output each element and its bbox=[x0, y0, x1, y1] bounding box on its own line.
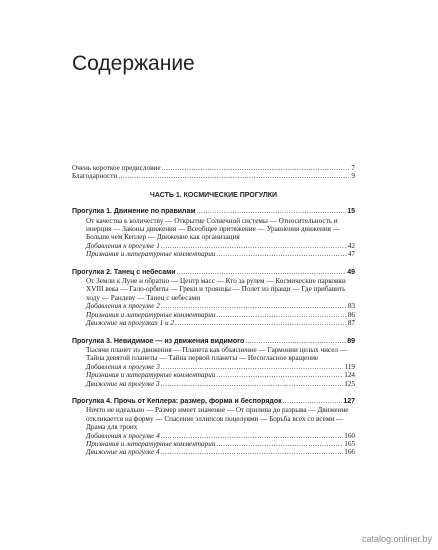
toc-entry-title: Признания и литературные комментарии bbox=[86, 310, 216, 319]
description-row bbox=[86, 346, 355, 363]
toc-subentry[interactable] bbox=[72, 302, 355, 310]
dot-leader bbox=[175, 319, 347, 327]
toc-subentry[interactable] bbox=[72, 448, 355, 456]
front-matter bbox=[72, 164, 355, 181]
dot-leader bbox=[283, 397, 343, 406]
dot-leader bbox=[162, 164, 351, 172]
walk-title-entry[interactable] bbox=[72, 337, 355, 346]
description-text: Ничто не идеально — Размер имеет значение — От прилива до разрыва — Движение откликается на форму — Спасение эллипсов поцелуями — Борьба всех со всеми — Драма для троих bbox=[86, 406, 349, 432]
walk-description bbox=[72, 346, 355, 363]
toc-subentry[interactable] bbox=[72, 319, 355, 327]
dot-leader bbox=[161, 380, 344, 388]
page-number: 47 bbox=[347, 250, 355, 259]
page-number: 166 bbox=[344, 448, 355, 457]
toc-entry-title: Прогулка 4. Прочь от Кеплера: размер, форма и беспорядок bbox=[72, 397, 282, 405]
toc-subentry[interactable] bbox=[72, 371, 355, 379]
dot-leader bbox=[216, 311, 346, 319]
toc-entry-title: Движение на прогулке 4 bbox=[86, 448, 160, 457]
toc-entry-title: Движение на прогулке 3 bbox=[86, 379, 160, 388]
toc-entry-title: Добавления к прогулке 3 bbox=[86, 362, 160, 371]
toc-entry-title: Прогулка 2. Танец с небесами bbox=[72, 268, 176, 276]
page-number: 15 bbox=[347, 208, 355, 216]
walk-title-entry[interactable] bbox=[72, 207, 355, 216]
walks-list bbox=[72, 207, 355, 457]
toc-entry-title: Признания и литературные комментарии bbox=[86, 250, 216, 259]
dot-leader bbox=[197, 207, 347, 216]
toc-entry-title: Добавления к прогулке 4 bbox=[86, 431, 160, 440]
page-number: 87 bbox=[347, 319, 355, 328]
page-number: 49 bbox=[347, 268, 355, 276]
page-number: 127 bbox=[343, 397, 355, 405]
dot-leader bbox=[216, 371, 343, 379]
walk-section bbox=[72, 268, 355, 328]
page-number: 160 bbox=[344, 431, 355, 440]
walk-section bbox=[72, 207, 355, 258]
description-text: Тысячи планет из движения — Планета как объяснение — Гармонии целых чисел — Тайна девятой планеты — Тайна первой планеты — Несогласное вращение bbox=[86, 345, 347, 363]
walk-description bbox=[72, 277, 355, 302]
toc-entry[interactable] bbox=[72, 172, 355, 180]
toc-subentry[interactable] bbox=[72, 432, 355, 440]
page-number: 89 bbox=[347, 337, 355, 345]
watermark: catalog.onliner.by bbox=[361, 534, 432, 544]
dot-leader bbox=[161, 432, 343, 440]
toc-subentry[interactable] bbox=[72, 311, 355, 319]
toc-entry-title: Прогулка 3. Невидимое — из движения видимого bbox=[72, 337, 245, 345]
toc-entry-title: Очень короткое предисловие bbox=[72, 164, 161, 172]
page-number: 124 bbox=[344, 371, 355, 380]
toc-entry-title: Добавления к прогулке 2 bbox=[86, 302, 160, 311]
description-text: От качества к количеству — Открытие Солнечной системы — Относительность и инерция — Законы движения — Всеобщее притяжение — Уравнения движения — Больше чем Кеплер — Движение как организация bbox=[86, 216, 340, 242]
page-number: 42 bbox=[347, 241, 355, 250]
toc-entry-title: Добавления к прогулке 1 bbox=[86, 241, 160, 250]
walk-description bbox=[72, 217, 355, 242]
dot-leader bbox=[216, 440, 343, 448]
toc-entry-title: Движение на прогулках 1 и 2 bbox=[86, 319, 175, 328]
walk-section bbox=[72, 397, 355, 457]
toc-entry-title: Благодарности bbox=[72, 172, 118, 181]
page-number: 125 bbox=[344, 379, 355, 388]
page-number: 86 bbox=[347, 310, 355, 319]
walk-description bbox=[72, 406, 355, 431]
description-row bbox=[86, 277, 355, 302]
toc-entry-title: Признания и литературные комментарии bbox=[86, 371, 216, 380]
description-row bbox=[86, 217, 355, 242]
page-title: Содержание bbox=[72, 52, 195, 75]
walk-title-entry[interactable] bbox=[72, 397, 355, 406]
toc-entry-title: Признания и литературные комментарии bbox=[86, 439, 216, 448]
part-title: ЧАСТЬ 1. КОСМИЧЕСКИЕ ПРОГУЛКИ bbox=[149, 191, 278, 199]
toc-entry-title: Прогулка 1. Движение по правилам bbox=[72, 208, 196, 216]
dot-leader bbox=[161, 302, 347, 310]
dot-leader bbox=[245, 337, 346, 346]
table-of-contents bbox=[72, 164, 355, 466]
description-row bbox=[86, 406, 355, 431]
page-number: 119 bbox=[344, 362, 355, 371]
page-number: 9 bbox=[351, 172, 355, 181]
dot-leader bbox=[161, 242, 347, 250]
toc-subentry[interactable] bbox=[72, 363, 355, 371]
walk-section bbox=[72, 337, 355, 388]
walk-title-entry[interactable] bbox=[72, 268, 355, 277]
toc-subentry[interactable] bbox=[72, 250, 355, 258]
toc-subentry[interactable] bbox=[72, 242, 355, 250]
page-number: 165 bbox=[344, 439, 355, 448]
page-number: 7 bbox=[351, 164, 355, 172]
toc-subentry[interactable] bbox=[72, 380, 355, 388]
dot-leader bbox=[118, 172, 350, 180]
dot-leader bbox=[177, 268, 347, 277]
dot-leader bbox=[216, 250, 346, 258]
description-text: От Земли к Луне и обратно — Центр масс — Кто за рулем — Космические парковки XVIII века — Гало-орбиты — Греки и троянцы — Полет из пращи — Где прибавить ходу — Рандеву — Танец с небесами bbox=[86, 277, 346, 302]
toc-entry[interactable] bbox=[72, 164, 355, 172]
dot-leader bbox=[161, 448, 344, 456]
dot-leader bbox=[161, 363, 344, 371]
toc-subentry[interactable] bbox=[72, 440, 355, 448]
page-number: 83 bbox=[347, 302, 355, 311]
